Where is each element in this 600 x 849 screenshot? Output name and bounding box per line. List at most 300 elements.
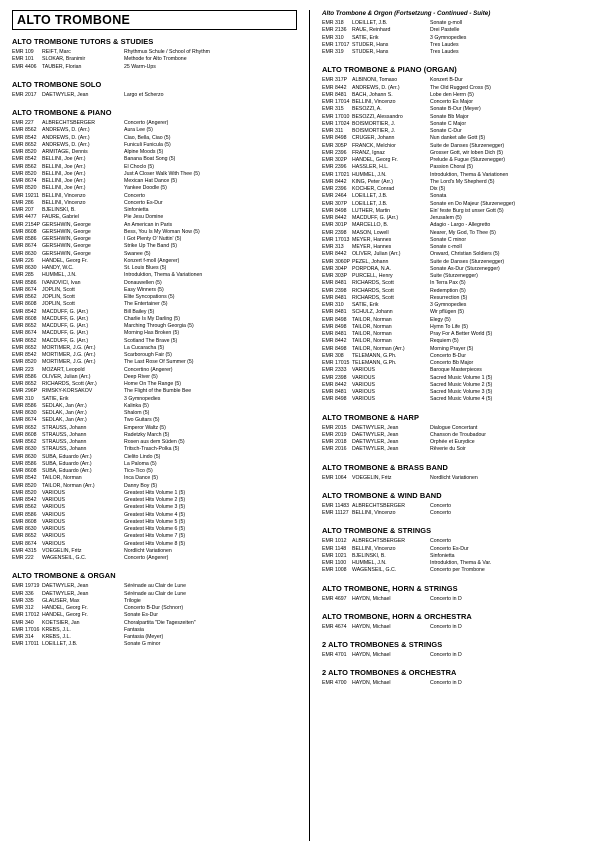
composer-name: BOISMORTIER, J. xyxy=(352,128,396,134)
composer-name: TAILOR, Norman xyxy=(352,331,392,337)
work-title: Suite de Danses (Sturzenegger) xyxy=(430,258,505,265)
work-title: Charlie Is My Darling (5) xyxy=(124,315,180,322)
composer-name: WAGENSEIL, G.C. xyxy=(352,567,397,574)
work-title: Deep River (5) xyxy=(124,373,158,380)
catalog-code: EMR 301P xyxy=(322,222,348,229)
composer-name: TAILOR, Norman xyxy=(352,323,392,330)
catalog-code: EMR 8630 xyxy=(12,265,37,271)
catalog-table xyxy=(322,596,600,603)
catalog-table xyxy=(12,120,297,562)
catalog-code: EMR 8586 xyxy=(12,373,37,380)
table-row xyxy=(322,164,600,171)
work-title: Prelude & Fugue (Sturzenegger) xyxy=(430,157,505,163)
left-column xyxy=(12,10,297,841)
section-heading: ALTO TROMBONE & ORGAN xyxy=(12,571,116,581)
work-title: Cielito Lindo (5) xyxy=(124,453,161,460)
table-row xyxy=(12,236,297,243)
work-title: Sonate C minor xyxy=(430,236,467,243)
catalog-code: EMR 8674 xyxy=(12,540,37,547)
work-title: Nordlicht Variationen xyxy=(124,547,172,554)
catalog-code: EMR 8630 xyxy=(12,410,37,416)
work-title: Greatest Hits Volume 7 (5) xyxy=(124,533,186,540)
composer-name: VARIOUS xyxy=(352,374,375,381)
table-row xyxy=(12,425,297,432)
table-row xyxy=(12,439,297,446)
catalog-code: EMR 4700 xyxy=(322,680,347,687)
table-row xyxy=(12,403,297,410)
table-row xyxy=(12,381,297,388)
left-sections-container xyxy=(12,37,297,649)
work-title: Sinfonietta xyxy=(124,207,149,213)
work-title: Morning Has Broken (5) xyxy=(124,330,180,337)
work-title: Sacred Music Volume 3 (5) xyxy=(430,389,493,395)
composer-name: BJELINSKI, B. xyxy=(42,207,76,213)
composer-name: BELLINI, Joe (Arr.) xyxy=(42,156,86,163)
table-row xyxy=(322,280,600,287)
catalog-code: EMR 8630 xyxy=(12,526,37,532)
table-row xyxy=(322,567,600,574)
work-title: Concerto Es-Dur xyxy=(124,199,163,206)
composer-name: BELLINI, Vincenzo xyxy=(42,192,86,199)
catalog-code: EMR 8586 xyxy=(12,279,37,286)
composer-name: VARIOUS xyxy=(42,533,65,540)
work-title: Two Guitars (5) xyxy=(124,417,160,424)
table-row xyxy=(12,417,297,424)
catalog-code: EMR 17012 xyxy=(12,612,40,619)
work-title: Concerto (Angerer) xyxy=(124,555,169,561)
composer-name: BESOZZI, Alessandro xyxy=(352,113,403,120)
catalog-code: EMR 310 xyxy=(322,34,344,41)
composer-name: RICHARDS, Scott xyxy=(352,287,394,294)
table-row xyxy=(322,425,600,432)
catalog-code: EMR 317P xyxy=(322,77,348,84)
composer-name: GERSHWIN, George xyxy=(42,250,91,257)
catalog-code: EMR 1008 xyxy=(322,567,347,574)
composer-name: TAUBER, Florian xyxy=(42,63,82,70)
composer-name: DAETWYLER, Jean xyxy=(352,424,399,431)
work-title: Greatest Hits Volume 1 (5) xyxy=(124,489,186,496)
composer-name: ANDREWS, D. (Arr.) xyxy=(42,127,90,134)
section-heading: ALTO TROMBONE & STRINGS xyxy=(322,526,432,536)
catalog-code: EMR 8630 xyxy=(12,446,37,453)
table-row xyxy=(12,193,297,200)
work-title: Ein' feste Burg ist unser Gott (5) xyxy=(430,207,504,214)
catalog-code: EMR 313 xyxy=(322,244,344,250)
composer-name: BELLINI, Vincenzo xyxy=(352,99,396,105)
work-title: Concerto per Trombone xyxy=(430,567,485,574)
catalog-code: EMR 312 xyxy=(12,605,34,611)
catalog-code: EMR 4406 xyxy=(12,63,37,70)
work-title: Introduktion, Thema & Variationen xyxy=(430,171,509,178)
table-row xyxy=(322,546,600,553)
composer-name: SATIE, Erik xyxy=(352,302,379,308)
work-title: 3 Gymnopedies xyxy=(430,302,467,308)
catalog-code: EMR 226 xyxy=(12,257,34,264)
composer-name: SCHULZ, Johann xyxy=(352,309,393,316)
table-row xyxy=(322,309,600,316)
catalog-code: EMR 2333 xyxy=(322,367,347,374)
table-row xyxy=(12,345,297,352)
catalog-code: EMR 8498 xyxy=(322,396,347,403)
table-row xyxy=(322,114,600,121)
catalog-code: EMR 8498 xyxy=(322,135,347,142)
work-title: Kalinka (5) xyxy=(124,402,149,409)
work-title: Sonate B-Dur (Meyer) xyxy=(430,106,481,113)
catalog-code: EMR 8520 xyxy=(12,170,37,177)
work-title: Greatest Hits Volume 2 (5) xyxy=(124,497,186,503)
table-row xyxy=(12,454,297,461)
work-title: Sacred Music Volume 2 (5) xyxy=(430,381,493,388)
work-title: Sonate G minor xyxy=(124,641,161,648)
table-row xyxy=(322,208,600,215)
table-row xyxy=(12,301,297,308)
composer-name: BESOZZI, A. xyxy=(352,106,382,113)
catalog-code: EMR 2136 xyxy=(322,27,347,34)
catalog-code: EMR 8442 xyxy=(322,178,347,185)
work-title: Baroque Masterpieces xyxy=(430,367,482,374)
table-row xyxy=(322,143,600,150)
catalog-code: EMR 8562 xyxy=(12,294,37,300)
work-title: Concerto in D xyxy=(430,623,462,630)
table-row xyxy=(12,207,297,214)
catalog-code: EMR 2396 xyxy=(322,186,347,192)
work-title: Scotland The Brave (5) xyxy=(124,337,178,344)
table-row xyxy=(12,323,297,330)
table-row xyxy=(322,135,600,142)
composer-name: BELLINI, Joe (Arr.) xyxy=(42,163,86,170)
work-title: Sonata xyxy=(430,193,447,200)
composer-name: STRAUSS, Johann xyxy=(42,431,87,438)
work-title: Inca Dance (5) xyxy=(124,475,159,482)
table-row xyxy=(12,243,297,250)
composer-name: HASSLER, H.L. xyxy=(352,164,389,171)
composer-name: MORTIMER, J.G. (Arr.) xyxy=(42,359,96,366)
catalog-table xyxy=(322,624,600,631)
composer-name: RICHARDS, Scott (Arr.) xyxy=(42,381,97,387)
section-heading: ALTO TROMBONE & BRASS BAND xyxy=(322,462,448,472)
work-title: Concerto xyxy=(430,510,452,516)
catalog-code: EMR 8608 xyxy=(12,468,37,474)
catalog-code: EMR 8520 xyxy=(12,149,37,155)
catalog-table xyxy=(322,77,600,403)
table-row xyxy=(12,149,297,156)
composer-name: GERSHWIN, George xyxy=(42,236,91,242)
work-title: Donauwellen (5) xyxy=(124,279,162,286)
work-title: Concerto B-Dur (Schnorr) xyxy=(124,605,184,611)
work-title: Grosser Gott, wir loben Dich (5) xyxy=(430,149,503,156)
composer-name: BOISMORTIER, J. xyxy=(352,120,396,127)
composer-name: RICHARDS, Scott xyxy=(352,280,394,287)
work-title: Fantasia (Meyer) xyxy=(124,634,164,640)
composer-name: STRAUSS, Johann xyxy=(42,439,87,445)
catalog-table xyxy=(322,680,600,687)
table-row xyxy=(12,519,297,526)
catalog-code: EMR 315 xyxy=(322,106,344,113)
work-title: Funiculi Funicula (5) xyxy=(124,141,171,148)
work-title: Elegy (5) xyxy=(430,316,451,323)
table-row xyxy=(322,382,600,389)
catalog-code: EMR 8674 xyxy=(12,417,37,424)
table-row xyxy=(12,634,297,641)
composer-name: BELLINI, Joe (Arr.) xyxy=(42,170,86,177)
composer-name: VARIOUS xyxy=(42,518,65,525)
catalog-code: EMR 17024 xyxy=(322,120,350,127)
table-row xyxy=(322,128,600,135)
catalog-code: EMR 17014 xyxy=(322,99,350,105)
table-row xyxy=(322,446,600,453)
catalog-code: EMR 296P xyxy=(12,388,38,395)
table-row xyxy=(322,353,600,360)
catalog-code: EMR 2016 xyxy=(322,446,347,453)
composer-name: MACDUFF, G. (Arr.) xyxy=(42,330,89,337)
table-row xyxy=(12,583,297,590)
catalog-table xyxy=(12,583,297,648)
work-title: Greatest Hits Volume 8 (5) xyxy=(124,540,186,547)
table-row xyxy=(322,215,600,222)
composer-name: BELLINI, Vincenzo xyxy=(42,199,86,206)
table-row xyxy=(322,106,600,113)
table-row xyxy=(12,229,297,236)
work-title: St. Louis Blues (5) xyxy=(124,265,167,271)
catalog-code: EMR 17013 xyxy=(322,236,350,243)
catalog-code: EMR 17016 xyxy=(12,626,40,633)
composer-name: HAYDN, Michael xyxy=(352,652,391,658)
table-row xyxy=(322,324,600,331)
work-title: Danny Boy (5) xyxy=(124,482,158,489)
composer-name: TELEMANN, G.Ph. xyxy=(352,360,397,366)
work-title: Dix (5) xyxy=(430,186,446,192)
catalog-code: EMR 8498 xyxy=(322,207,347,214)
composer-name: MARCELLO, B. xyxy=(352,222,389,229)
composer-name: TAILOR, Norman xyxy=(352,316,392,323)
work-title: Yankee Doodle (5) xyxy=(124,185,167,192)
table-row xyxy=(12,497,297,504)
table-row xyxy=(322,251,600,258)
composer-name: VARIOUS xyxy=(42,497,65,503)
table-row xyxy=(322,85,600,92)
composer-name: GLAUSER, Max xyxy=(42,597,80,604)
table-row xyxy=(12,316,297,323)
composer-name: HANDY, W.C. xyxy=(42,265,74,271)
table-row xyxy=(322,346,600,353)
work-title: Swanee (5) xyxy=(124,250,151,257)
work-title: Sinfonietta xyxy=(430,552,455,559)
composer-name: DAETWYLER, Jean xyxy=(42,590,89,597)
table-row xyxy=(322,503,600,510)
table-row xyxy=(12,627,297,634)
work-title: Concerto in D xyxy=(430,595,462,602)
catalog-code: EMR 8498 xyxy=(322,316,347,323)
table-row xyxy=(12,214,297,221)
work-title: Onward, Christian Soldiers (5) xyxy=(430,251,500,258)
table-row xyxy=(12,598,297,605)
catalog-code: EMR 8442 xyxy=(322,84,347,91)
catalog-table xyxy=(322,652,600,659)
work-title: Sonate Bb Major xyxy=(430,113,469,120)
table-row xyxy=(322,150,600,157)
work-title: Rosen aus dem Süden (5) xyxy=(124,439,185,445)
composer-name: SUBA, Eduardo (Arr.) xyxy=(42,468,92,474)
work-title: Concerto Es Major xyxy=(430,99,473,105)
table-row xyxy=(322,360,600,367)
work-title: Concertino (Angerer) xyxy=(124,366,173,373)
table-row xyxy=(322,201,600,208)
work-title: Nun danket alle Gott (5) xyxy=(430,135,486,142)
composer-name: PORPORA, N.A. xyxy=(352,265,391,272)
table-row xyxy=(12,330,297,337)
table-row xyxy=(12,432,297,439)
table-row xyxy=(12,338,297,345)
work-title: Tico-Tico (5) xyxy=(124,468,153,474)
catalog-code: EMR 19719 xyxy=(12,583,40,590)
table-row xyxy=(322,27,600,34)
table-row xyxy=(12,222,297,229)
catalog-code: EMR 8562 xyxy=(12,504,37,511)
composer-name: DAETWYLER, Jean xyxy=(42,91,89,98)
catalog-code: EMR 8652 xyxy=(12,533,37,540)
table-row xyxy=(12,200,297,207)
composer-name: JOPLIN, Scott xyxy=(42,286,75,293)
composer-name: VARIOUS xyxy=(42,540,65,547)
work-title: Concerto in D xyxy=(430,680,462,687)
table-row xyxy=(12,490,297,497)
composer-name: TAILOR, Norman xyxy=(42,475,82,482)
work-title: Largo et Scherzo xyxy=(124,91,164,98)
table-row xyxy=(12,555,297,562)
catalog-code: EMR 8442 xyxy=(322,215,347,221)
catalog-code: EMR 11483 xyxy=(322,502,350,509)
work-title: The Lord's My Shepherd (5) xyxy=(430,178,495,185)
composer-name: ALBRECHTSBERGER xyxy=(42,120,96,126)
table-row xyxy=(12,512,297,519)
work-title: Requiem (5) xyxy=(430,338,459,345)
composer-name: WAGENSEIL, G.C. xyxy=(42,555,87,561)
work-title: Concerto Es-Dur xyxy=(430,545,469,552)
catalog-code: EMR 207 xyxy=(12,207,34,213)
table-row xyxy=(322,396,600,403)
work-title: Sérénade au Clair de Lune xyxy=(124,590,187,597)
composer-name: ALBINONI, Tomaso xyxy=(352,77,398,84)
table-row xyxy=(322,179,600,186)
composer-name: STRAUSS, Johann xyxy=(42,446,87,453)
work-title: Sonate en Do Majeur (Sturzenegger) xyxy=(430,200,516,207)
catalog-table xyxy=(322,425,600,454)
composer-name: BELLINI, Vincenzo xyxy=(352,510,396,516)
composer-name: SEDLAK, Jan (Arr.) xyxy=(42,402,87,409)
work-title: Sonate C Major xyxy=(430,120,467,127)
catalog-table xyxy=(322,475,600,482)
table-row xyxy=(322,367,600,374)
table-row xyxy=(322,596,600,603)
work-title: Scarborough Fair (5) xyxy=(124,352,172,358)
composer-name: DAETWYLER, Jean xyxy=(352,446,399,453)
table-row xyxy=(12,294,297,301)
table-row xyxy=(322,20,600,27)
table-row xyxy=(12,56,297,63)
catalog-code: EMR 2396 xyxy=(322,164,347,171)
table-row xyxy=(322,510,600,517)
work-title: Nordlicht Variationen xyxy=(430,474,478,481)
catalog-code: EMR 8442 xyxy=(322,381,347,388)
composer-name: VARIOUS xyxy=(352,367,375,374)
catalog-code: EMR 8652 xyxy=(12,323,37,329)
table-row xyxy=(12,548,297,555)
table-row xyxy=(12,287,297,294)
page-title: ALTO TROMBONE xyxy=(12,10,297,30)
table-row xyxy=(12,504,297,511)
catalog-code: EMR 8652 xyxy=(12,337,37,344)
catalog-code: EMR 8520 xyxy=(12,489,37,496)
composer-name: VARIOUS xyxy=(352,389,375,395)
work-title: Aura Lee (5) xyxy=(124,127,153,134)
catalog-code: EMR 17017 xyxy=(322,41,350,48)
work-title: Ciao, Bella, Ciao (5) xyxy=(124,134,171,141)
table-row xyxy=(12,641,297,648)
right-sections-container xyxy=(322,20,600,688)
table-row xyxy=(322,338,600,345)
work-title: Greatest Hits Volume 6 (5) xyxy=(124,526,186,532)
catalog-code: EMR 319 xyxy=(322,49,344,55)
composer-name: VARIOUS xyxy=(42,504,65,511)
work-title: Fantasia xyxy=(124,626,144,633)
catalog-code: EMR 19211 xyxy=(12,192,40,199)
catalog-code: EMR 2464 xyxy=(322,193,347,200)
table-row xyxy=(322,244,600,251)
catalog-code: EMR 310 xyxy=(322,302,344,308)
table-row xyxy=(12,156,297,163)
catalog-code: EMR 8608 xyxy=(12,518,37,525)
table-row xyxy=(12,142,297,149)
table-row xyxy=(12,591,297,598)
work-title: Alpine Moods (5) xyxy=(124,149,164,155)
catalog-code: EMR 8481 xyxy=(322,389,347,395)
table-row xyxy=(12,352,297,359)
work-title: Orphée et Eurydice xyxy=(430,439,475,445)
work-title: Bess, You Is My Woman Now (5) xyxy=(124,228,200,235)
composer-name: SATIE, Erik xyxy=(352,34,379,41)
catalog-code: EMR 8674 xyxy=(12,178,37,184)
catalog-code: EMR 8542 xyxy=(12,134,37,141)
composer-name: ANDREWS, D. (Arr.) xyxy=(352,84,400,91)
composer-name: SUBA, Eduardo (Arr.) xyxy=(42,460,92,467)
work-title: Morning Prayer (5) xyxy=(430,345,474,352)
composer-name: RIMSKY-KORSAKOV xyxy=(42,388,93,395)
work-title: Sacred Music Volume 1 (5) xyxy=(430,374,493,381)
catalog-code: EMR 304P xyxy=(322,265,348,272)
composer-name: FAURE, Gabriel xyxy=(42,214,79,221)
catalog-code: EMR 303P xyxy=(322,273,348,279)
composer-name: ALBRECHTSBERGER xyxy=(352,502,406,509)
table-row xyxy=(322,230,600,237)
work-title: Tres Laudes xyxy=(430,41,459,48)
table-row xyxy=(322,295,600,302)
section-heading: ALTO TROMBONE & PIANO (ORGAN) xyxy=(322,65,457,75)
table-row xyxy=(12,410,297,417)
table-row xyxy=(322,375,600,382)
work-title: 3 Gymnopedies xyxy=(124,395,161,402)
work-title: An American in Paris xyxy=(124,221,173,228)
work-title: Radetzky March (5) xyxy=(124,431,170,438)
catalog-code: EMR 2398 xyxy=(322,374,347,381)
table-row xyxy=(322,49,600,56)
composer-name: STUDER, Hans xyxy=(352,49,389,55)
catalog-code: EMR 11127 xyxy=(322,510,349,516)
work-title: Wir pflügen (5) xyxy=(430,309,465,316)
work-title: Trilogie xyxy=(124,597,141,604)
catalog-code: EMR 8481 xyxy=(322,280,347,287)
composer-name: BJELINSKI, B. xyxy=(352,552,386,559)
work-title: Tres Laudes xyxy=(430,49,459,55)
